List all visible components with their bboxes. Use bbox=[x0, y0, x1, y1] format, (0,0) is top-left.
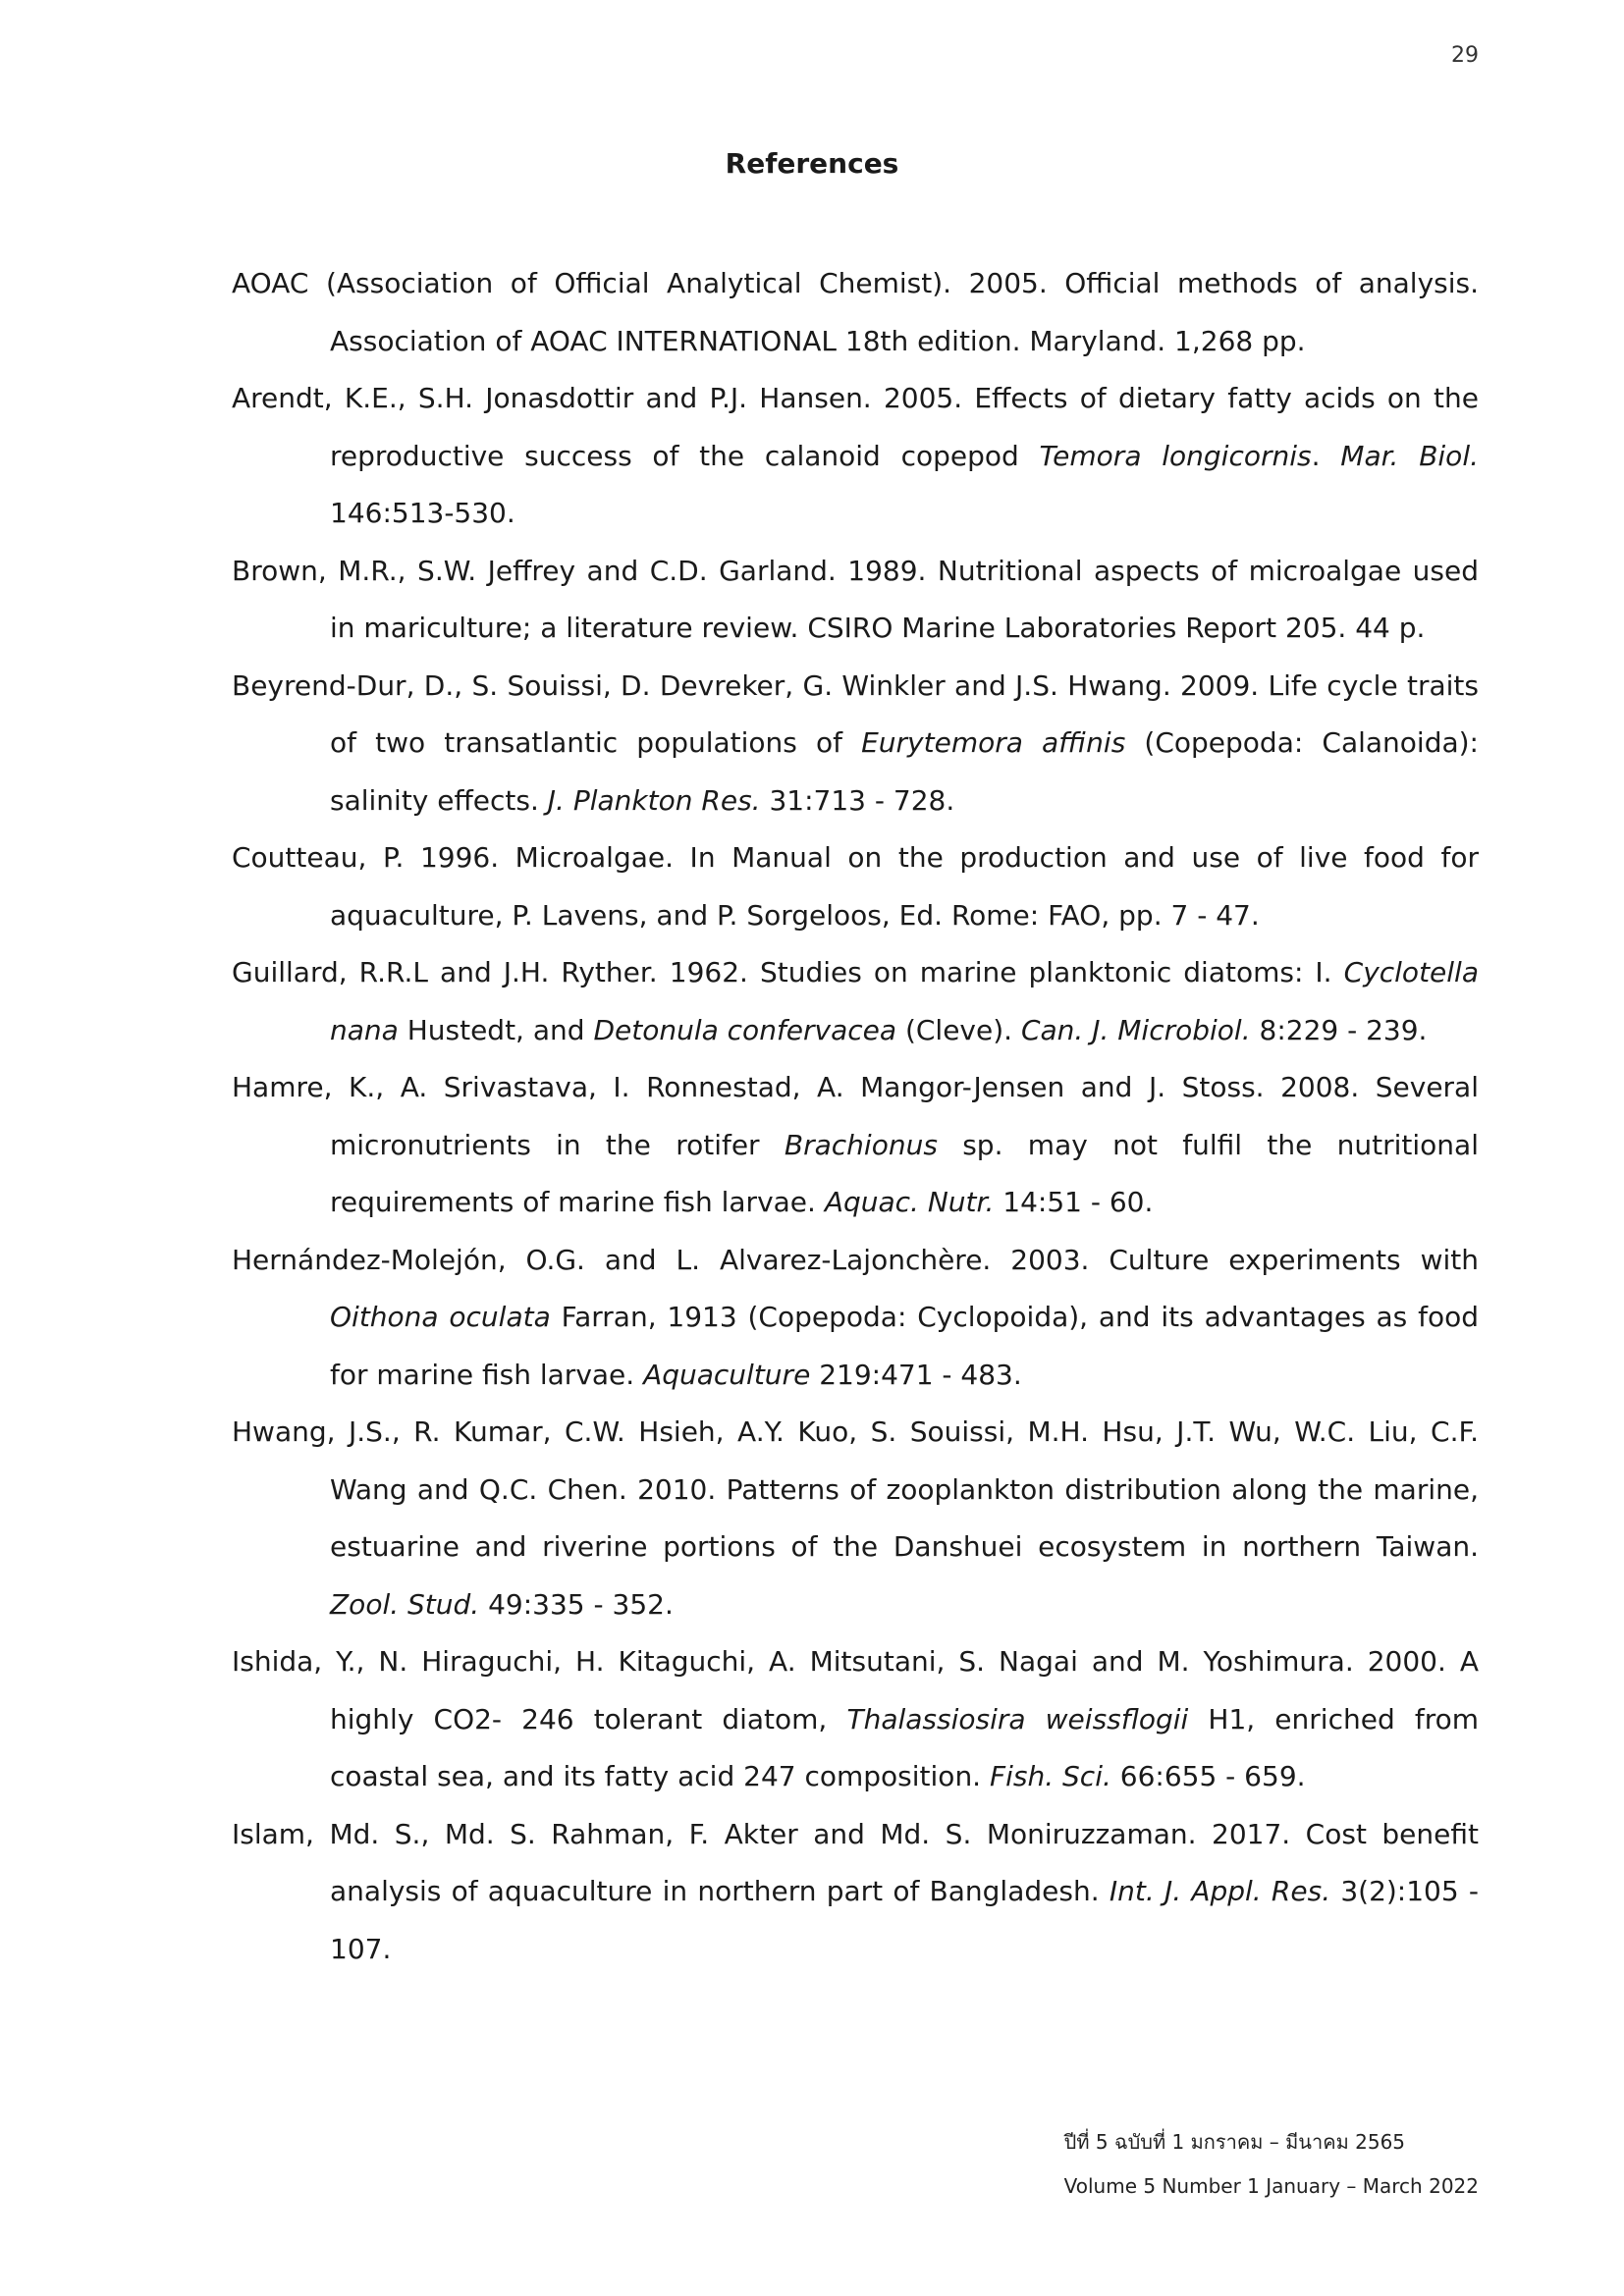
reference-item bbox=[232, 1633, 1479, 1806]
reference-journal: Mar. Biol. bbox=[1340, 439, 1479, 472]
reference-item bbox=[232, 658, 1479, 830]
reference-item bbox=[232, 1404, 1479, 1633]
reference-italic: Oithona oculata bbox=[330, 1301, 551, 1333]
reference-italic: Eurytemora affinis bbox=[861, 726, 1126, 759]
reference-text: Ishida, Y., N. Hiraguchi, H. Kitaguchi, A. Mitsutani, S. Nagai and M. Yoshimura. 2000. A highly CO2- 246 tolerant diatom, bbox=[232, 1645, 1479, 1735]
reference-text: 66:655 - 659. bbox=[1110, 1760, 1306, 1792]
reference-text: AOAC (Association of Official Analytical Chemist). 2005. Official methods of analysis. Association of AOAC INTERNATIONAL 18th edition. Maryland. 1,268 pp. bbox=[232, 267, 1479, 357]
reference-text: Brown, M.R., S.W. Jeffrey and C.D. Garland. 1989. Nutritional aspects of microalgae used in mariculture; a literature review. CSIRO Marine Laboratories Report 205. 44 p. bbox=[232, 554, 1479, 644]
reference-text: Guillard, R.R.L and J.H. Ryther. 1962. Studies on marine planktonic diatoms: I. bbox=[232, 956, 1344, 988]
reference-text: 8:229 - 239. bbox=[1250, 1013, 1428, 1046]
reference-text: sp. may not fulfil the nutritional requirements of marine fish larvae. bbox=[330, 1128, 1479, 1218]
reference-text: Hamre, K., A. Srivastava, I. Ronnestad, A. Mangor-Jensen and J. Stoss. 2008. Several micronutrients in the rotifer bbox=[232, 1071, 1479, 1161]
reference-list bbox=[232, 255, 1479, 1978]
reference-italic: Detonula confervacea bbox=[593, 1013, 897, 1046]
reference-text: Hustedt, and bbox=[398, 1013, 594, 1046]
reference-text: Arendt, K.E., S.H. Jonasdottir and P.J. Hansen. 2005. Effects of dietary fatty acids on the reproductive success of the calanoid copepod bbox=[232, 382, 1479, 472]
reference-italic: Thalassiosira weissflogii bbox=[846, 1702, 1189, 1735]
reference-journal: Fish. Sci. bbox=[990, 1760, 1111, 1792]
reference-text: Islam, Md. S., Md. S. Rahman, F. Akter and Md. S. Moniruzzaman. 2017. Cost benefit analysis of aquaculture in northern part of Bangladesh. bbox=[232, 1817, 1479, 1907]
reference-italic: Brachionus bbox=[784, 1128, 938, 1161]
reference-item bbox=[232, 1232, 1479, 1405]
reference-text: Coutteau, P. 1996. Microalgae. In Manual on the production and use of live food for aquaculture, P. Lavens, and P. Sorgeloos, Ed. Rome: FAO, pp. 7 - 47. bbox=[232, 841, 1479, 932]
reference-italic: Cyclotella nana bbox=[330, 956, 1479, 1046]
reference-item bbox=[232, 944, 1479, 1059]
reference-text: 49:335 - 352. bbox=[479, 1587, 674, 1621]
reference-text: H1, enriched from coastal sea, and its fatty acid 247 composition. bbox=[330, 1702, 1479, 1792]
reference-text: Hwang, J.S., R. Kumar, C.W. Hsieh, A.Y. Kuo, S. Souissi, M.H. Hsu, J.T. Wu, W.C. Liu, C.F. Wang and Q.C. Chen. 2010. Patterns of zooplankton distribution along the marine, estuarine and riverine portions of the Danshuei ecosystem in northern Taiwan. bbox=[232, 1415, 1479, 1563]
reference-item bbox=[232, 255, 1479, 370]
reference-text: (Copepoda: Calanoida): salinity effects. bbox=[330, 726, 1479, 817]
reference-text: 14:51 - 60. bbox=[994, 1186, 1154, 1218]
footer-thai-issue: ปีที่ 5 ฉบับที่ 1 มกราคม – มีนาคม 2565 bbox=[1063, 2130, 1406, 2154]
reference-item bbox=[232, 543, 1479, 658]
reference-journal: Can. J. Microbiol. bbox=[1020, 1013, 1251, 1046]
reference-italic: Temora longicornis bbox=[1039, 439, 1312, 472]
reference-journal: J. Plankton Res. bbox=[547, 783, 761, 817]
reference-item bbox=[232, 829, 1479, 944]
reference-journal: Zool. Stud. bbox=[330, 1587, 480, 1621]
reference-item bbox=[232, 1806, 1479, 1979]
reference-text: 219:471 - 483. bbox=[810, 1358, 1022, 1391]
reference-text: 31:713 - 728. bbox=[760, 783, 955, 817]
reference-journal: Aquaculture bbox=[643, 1358, 811, 1391]
reference-item bbox=[232, 370, 1479, 543]
reference-journal: Int. J. Appl. Res. bbox=[1109, 1875, 1331, 1907]
reference-text: 3(2):105 - 107. bbox=[330, 1875, 1480, 1965]
footer-english-issue: Volume 5 Number 1 January – March 2022 bbox=[1063, 2174, 1479, 2198]
reference-item bbox=[232, 1059, 1479, 1232]
reference-text: . bbox=[1311, 439, 1341, 472]
reference-text: Farran, 1913 (Copepoda: Cyclopoida), and its advantages as food for marine fish larvae. bbox=[330, 1301, 1479, 1391]
reference-journal: Aquac. Nutr. bbox=[824, 1186, 995, 1218]
reference-text: (Cleve). bbox=[896, 1013, 1021, 1046]
journal-footer bbox=[1064, 2120, 1479, 2209]
reference-text: 146:513-530. bbox=[330, 497, 515, 529]
references-heading: References bbox=[725, 147, 899, 180]
reference-text: Beyrend-Dur, D., S. Souissi, D. Devreker, G. Winkler and J.S. Hwang. 2009. Life cycle traits of two transatlantic populations of bbox=[232, 668, 1479, 759]
page-number: 29 bbox=[1451, 43, 1479, 68]
reference-text: Hernández-Molejón, O.G. and L. Alvarez-Lajonchère. 2003. Culture experiments with bbox=[232, 1243, 1479, 1276]
